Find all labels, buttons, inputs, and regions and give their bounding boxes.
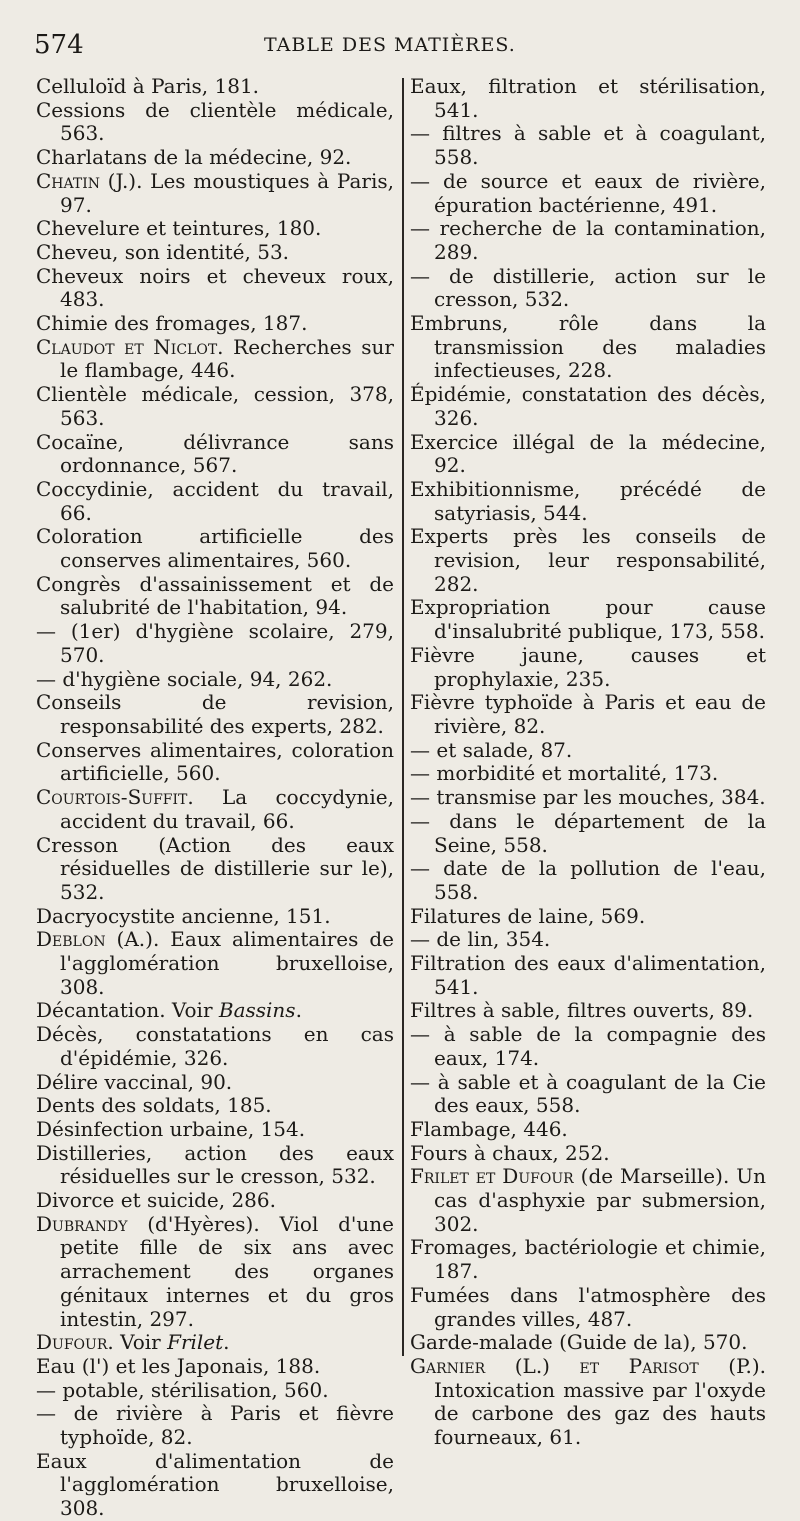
entry-text: Dents des soldats, 185.: [36, 1093, 272, 1118]
entry-text: Cessions de clientèle médicale, 563.: [36, 97, 394, 146]
index-entry: [410, 122, 766, 169]
index-entry: [410, 810, 766, 857]
entry-text: — de distillerie, action sur le cresson, 532.: [410, 263, 766, 312]
entry-text: Fromages, bactériologie et chimie, 187.: [410, 1235, 766, 1284]
entry-text: — (1er) d'hygiène scolaire, 279, 570.: [36, 619, 394, 667]
entry-text: — à sable et à coagulant de la Cie des eaux, 558.: [410, 1069, 766, 1118]
page-header: [34, 30, 766, 70]
entry-text: Recherches sur le flambage, 446.: [60, 334, 394, 383]
index-entry: [410, 170, 766, 217]
author-name: Chatin (J.).: [36, 168, 143, 193]
index-entry: [36, 999, 394, 1023]
index-entry: [36, 905, 394, 929]
entry-text: Congrès d'assainissement et de salubrité de l'habitation, 94.: [36, 571, 394, 620]
index-entry: [410, 952, 766, 999]
entry-text: — de rivière à Paris et fièvre typhoïde, 82.: [36, 1401, 394, 1450]
index-entry: [36, 431, 394, 478]
index-entry: [410, 1142, 766, 1166]
index-entry: [410, 691, 766, 738]
index-entry: [36, 525, 394, 572]
entry-text: Eaux alimentaires de l'agglomération bruxelloise, 308.: [60, 927, 394, 999]
index-entry: [410, 1023, 766, 1070]
index-entry: [410, 644, 766, 691]
index-entry: [36, 668, 394, 692]
entry-text: Épidémie, constatation des décès, 326.: [410, 382, 766, 430]
entry-text: Expropriation pour cause d'insalubrité publique, 173, 558.: [410, 595, 766, 644]
index-entry: [36, 1379, 394, 1403]
index-entry: [410, 1118, 766, 1142]
cross-reference: Bassins: [218, 998, 296, 1023]
index-entry: [410, 1331, 766, 1355]
entry-text: Décantation. Voir: [36, 998, 219, 1023]
entry-text: Exhibitionnisme, précédé de satyriasis, 544.: [410, 476, 766, 525]
entry-text: Clientèle médicale, cession, 378, 563.: [36, 382, 394, 430]
index-entry: [410, 525, 766, 596]
entry-text: Eau (l') et les Japonais, 188.: [36, 1353, 321, 1378]
index-entry: [36, 99, 394, 146]
entry-text: — filtres à sable et à coagulant, 558.: [410, 121, 766, 170]
entry-text: Fumées dans l'atmosphère des grandes villes, 487.: [410, 1282, 766, 1331]
index-entry: [36, 1118, 394, 1142]
entry-text: Chevelure et teintures, 180.: [36, 216, 322, 241]
entry-text: La coccydynie, accident du travail, 66.: [60, 785, 394, 833]
entry-text: Les moustiques à Paris, 97.: [60, 168, 394, 217]
index-entry: [36, 573, 394, 620]
running-title: TABLE DES MATIÈRES.: [264, 34, 516, 56]
index-entry: [36, 1189, 394, 1213]
index-entry: [36, 478, 394, 525]
entry-text: — morbidité et mortalité, 173.: [410, 761, 719, 786]
author-name: Deblon (A.).: [36, 927, 160, 952]
index-entry: [36, 1023, 394, 1070]
index-entry: [36, 1331, 394, 1355]
entry-text: — potable, stérilisation, 560.: [36, 1377, 329, 1402]
entry-text: Distilleries, action des eaux résiduelles sur le cresson, 532.: [36, 1140, 394, 1189]
index-entry: [410, 1355, 766, 1450]
index-entry: [410, 75, 766, 122]
entry-text: — et salade, 87.: [410, 737, 573, 762]
index-entry: [36, 928, 394, 999]
entry-text: Coloration artificielle des conserves alimentaires, 560.: [36, 524, 394, 573]
entry-text: — dans le département de la Seine, 558.: [410, 808, 766, 857]
entry-text: Décès, constatations en cas d'épidémie, 326.: [36, 1022, 394, 1070]
index-entry: [410, 786, 766, 810]
index-entry: [410, 312, 766, 383]
entry-text: Délire vaccinal, 90.: [36, 1069, 233, 1094]
index-column-left: [36, 75, 394, 1521]
index-entry: [36, 312, 394, 336]
index-entry: [36, 75, 394, 99]
page-number: 574: [34, 30, 84, 60]
index-entry: [410, 431, 766, 478]
index-entry: [36, 383, 394, 430]
author-name: Frilet et Dufour: [410, 1164, 574, 1189]
entry-tail: .: [295, 998, 302, 1023]
index-entry: [36, 739, 394, 786]
entry-text: Chimie des fromages, 187.: [36, 311, 308, 336]
index-entry: [36, 1071, 394, 1095]
index-entry: [36, 265, 394, 312]
cross-reference: Frilet: [167, 1330, 224, 1355]
entry-text: Charlatans de la médecine, 92.: [36, 145, 352, 170]
index-entry: [36, 1450, 394, 1521]
column-divider: [402, 78, 404, 1356]
index-entry: [36, 146, 394, 170]
entry-tail: .: [223, 1330, 230, 1355]
index-entry: [410, 928, 766, 952]
entry-text: Fours à chaux, 252.: [410, 1140, 610, 1165]
index-entry: [36, 241, 394, 265]
index-entry: [410, 265, 766, 312]
entry-text: Fièvre typhoïde à Paris et eau de rivière, 82.: [410, 690, 766, 738]
index-entry: [410, 478, 766, 525]
entry-text: Eaux, filtration et stérilisation, 541.: [410, 74, 766, 122]
entry-text: Cheveu, son identité, 53.: [36, 239, 290, 264]
index-entry: [36, 834, 394, 905]
entry-text: Garde-malade (Guide de la), 570.: [410, 1330, 748, 1355]
entry-text: (de Marseille). Un cas d'asphyxie par submersion, 302.: [434, 1164, 766, 1236]
entry-text: — recherche de la contamination, 289.: [410, 216, 766, 264]
entry-text: Cocaïne, délivrance sans ordonnance, 567.: [36, 429, 394, 478]
index-column-right: [410, 75, 766, 1450]
entry-text: Désinfection urbaine, 154.: [36, 1116, 306, 1141]
entry-text: Embruns, rôle dans la transmission des maladies infectieuses, 228.: [410, 311, 766, 383]
index-entry: [410, 1284, 766, 1331]
entry-text: Coccydinie, accident du travail, 66.: [36, 476, 394, 525]
author-name: Dubrandy: [36, 1211, 128, 1236]
index-entry: [410, 762, 766, 786]
index-entry: [410, 739, 766, 763]
entry-text: — d'hygiène sociale, 94, 262.: [36, 666, 333, 691]
index-entry: [36, 620, 394, 667]
index-entry: [36, 691, 394, 738]
index-entry: [410, 1071, 766, 1118]
index-entry: [36, 336, 394, 383]
entry-text: Dacryocystite ancienne, 151.: [36, 903, 331, 928]
entry-text: Celluloïd à Paris, 181.: [36, 74, 260, 98]
entry-text: Experts près les conseils de revision, leur responsabilité, 282.: [410, 524, 766, 596]
index-entry: [410, 1236, 766, 1283]
author-name: Garnier (L.) et Parisot (P.).: [410, 1353, 766, 1378]
entry-text: Eaux d'alimentation de l'agglomération bruxelloise, 308.: [36, 1448, 394, 1521]
entry-text: — date de la pollution de l'eau, 558.: [410, 856, 766, 904]
entry-text: Filatures de laine, 569.: [410, 903, 646, 928]
index-entry: [410, 905, 766, 929]
entry-text: Divorce et suicide, 286.: [36, 1188, 276, 1213]
entry-text: Filtres à sable, filtres ouverts, 89.: [410, 998, 754, 1023]
index-entry: [36, 1213, 394, 1332]
index-entry: [410, 857, 766, 904]
entry-text: Fièvre jaune, causes et prophylaxie, 235.: [410, 642, 766, 691]
entry-text: — de source et eaux de rivière, épuration bactérienne, 491.: [410, 168, 766, 217]
entry-text: — de lin, 354.: [410, 927, 551, 952]
entry-text: Voir: [113, 1330, 168, 1355]
entry-text: Flambage, 446.: [410, 1116, 568, 1141]
index-entry: [410, 383, 766, 430]
index-entry: [36, 786, 394, 833]
index-entry: [410, 999, 766, 1023]
entry-text: Intoxication massive par l'oxyde de carbone des gaz des hauts fourneaux, 61.: [434, 1377, 766, 1450]
index-entry: [410, 217, 766, 264]
entry-text: Conserves alimentaires, coloration artificielle, 560.: [36, 737, 394, 786]
author-name: Claudot et Niclot.: [36, 334, 224, 359]
entry-text: Conseils de revision, responsabilité des experts, 282.: [36, 690, 394, 738]
entry-text: Exercice illégal de la médecine, 92.: [410, 429, 766, 478]
entry-text: — transmise par les mouches, 384.: [410, 785, 766, 810]
index-entry: [36, 1355, 394, 1379]
index-entry: [410, 596, 766, 643]
index-entry: [36, 217, 394, 241]
author-name: Dufour.: [36, 1330, 114, 1355]
index-entry: [36, 170, 394, 217]
entry-text: Cresson (Action des eaux résiduelles de distillerie sur le), 532.: [36, 832, 394, 904]
author-name: Courtois-Suffit.: [36, 785, 194, 810]
index-entry: [36, 1402, 394, 1449]
entry-text: — à sable de la compagnie des eaux, 174.: [410, 1022, 766, 1070]
index-entry: [410, 1165, 766, 1236]
entry-text: Filtration des eaux d'alimentation, 541.: [410, 951, 766, 999]
entry-text: (d'Hyères). Viol d'une petite fille de six ans avec arrachement des organes génitaux internes et du gros intestin, 297.: [60, 1211, 394, 1331]
index-entry: [36, 1142, 394, 1189]
index-entry: [36, 1094, 394, 1118]
entry-text: Cheveux noirs et cheveux roux, 483.: [36, 263, 394, 312]
